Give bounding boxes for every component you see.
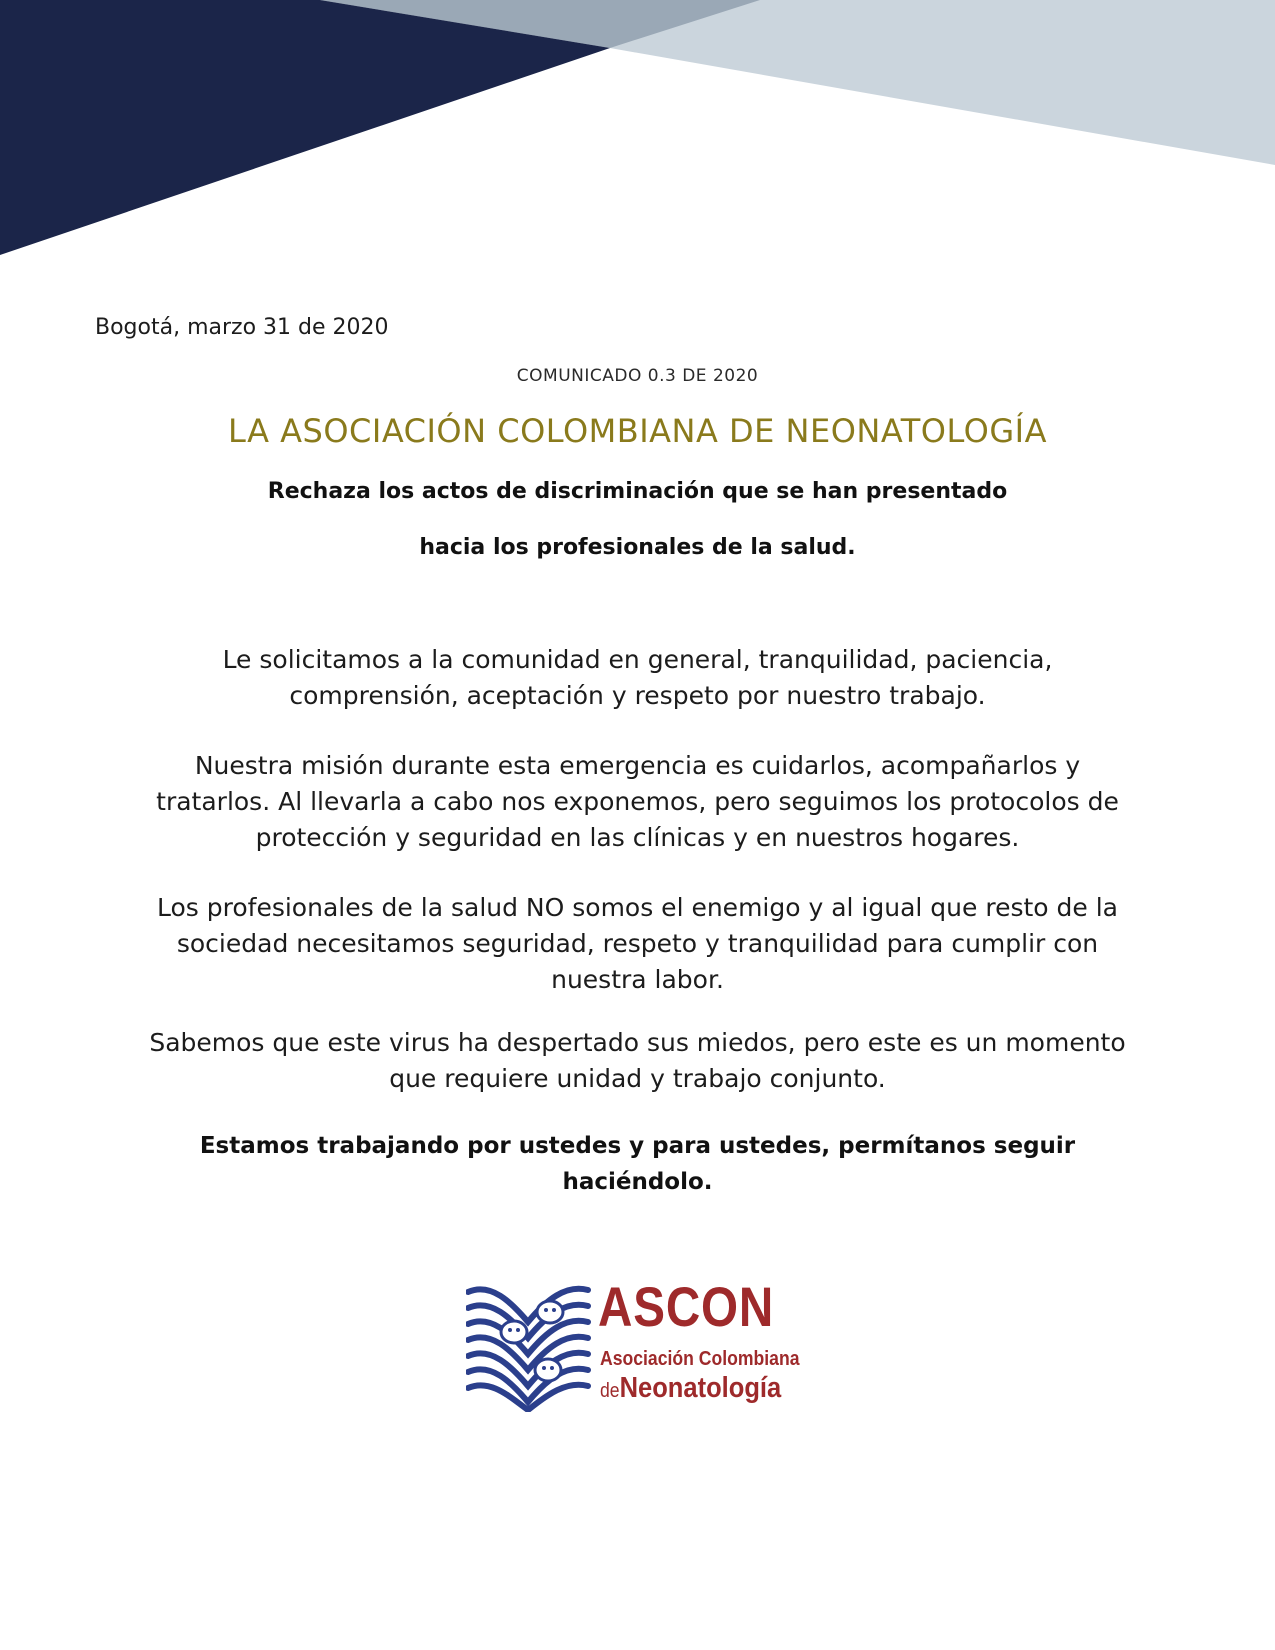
header-navy-shape (0, 0, 610, 255)
comunicado-number: COMUNICADO 0.3 DE 2020 (516, 366, 759, 386)
body-paragraph-3: Los profesionales de la salud NO somos el enemigo y al igual que resto de la sociedad necesitamos seguridad, respeto y tranquilidad para cumplir con nuestra labor. (157, 893, 1118, 994)
ascon-logo (466, 1275, 826, 1422)
logo-neonatology-line (600, 1370, 781, 1411)
organization-title: LA ASOCIACIÓN COLOMBIANA DE NEONATOLOGÍA (228, 412, 1047, 450)
body-paragraph-4: Sabemos que este virus ha despertado sus miedos, pero este es un momento que requiere unidad y trabajo conjunto. (149, 1028, 1126, 1093)
letter-date: Bogotá, marzo 31 de 2020 (95, 315, 389, 340)
closing-statement: Estamos trabajando por ustedes y para ustedes, permítanos seguir haciéndolo. (199, 1133, 1076, 1195)
logo-de-prefix: de (600, 1380, 620, 1402)
logo-association-line: Asociación Colombiana (600, 1348, 800, 1370)
ascon-logo-mark-icon (466, 1282, 591, 1412)
body-paragraph-1: Le solicitamos a la comunidad en general, tranquilidad, paciencia, comprensión, aceptación y respeto por nuestro trabajo. (222, 645, 1053, 710)
body-paragraph-2: Nuestra misión durante esta emergencia es cuidarlos, acompañarlos y tratarlos. Al llevarla a cabo nos exponemos, pero seguimos los protocolos de protección y seguridad en las clínicas y en nuestros hogares. (156, 751, 1119, 852)
subtitle-line-1: Rechaza los actos de discriminación que se han presentado (267, 479, 1008, 504)
subtitle-line-2: hacia los profesionales de la salud. (419, 535, 856, 560)
logo-acronym: ASCON (598, 1275, 775, 1338)
logo-neonatologia-word: Neonatología (619, 1372, 782, 1404)
header-graphic (0, 0, 1275, 260)
